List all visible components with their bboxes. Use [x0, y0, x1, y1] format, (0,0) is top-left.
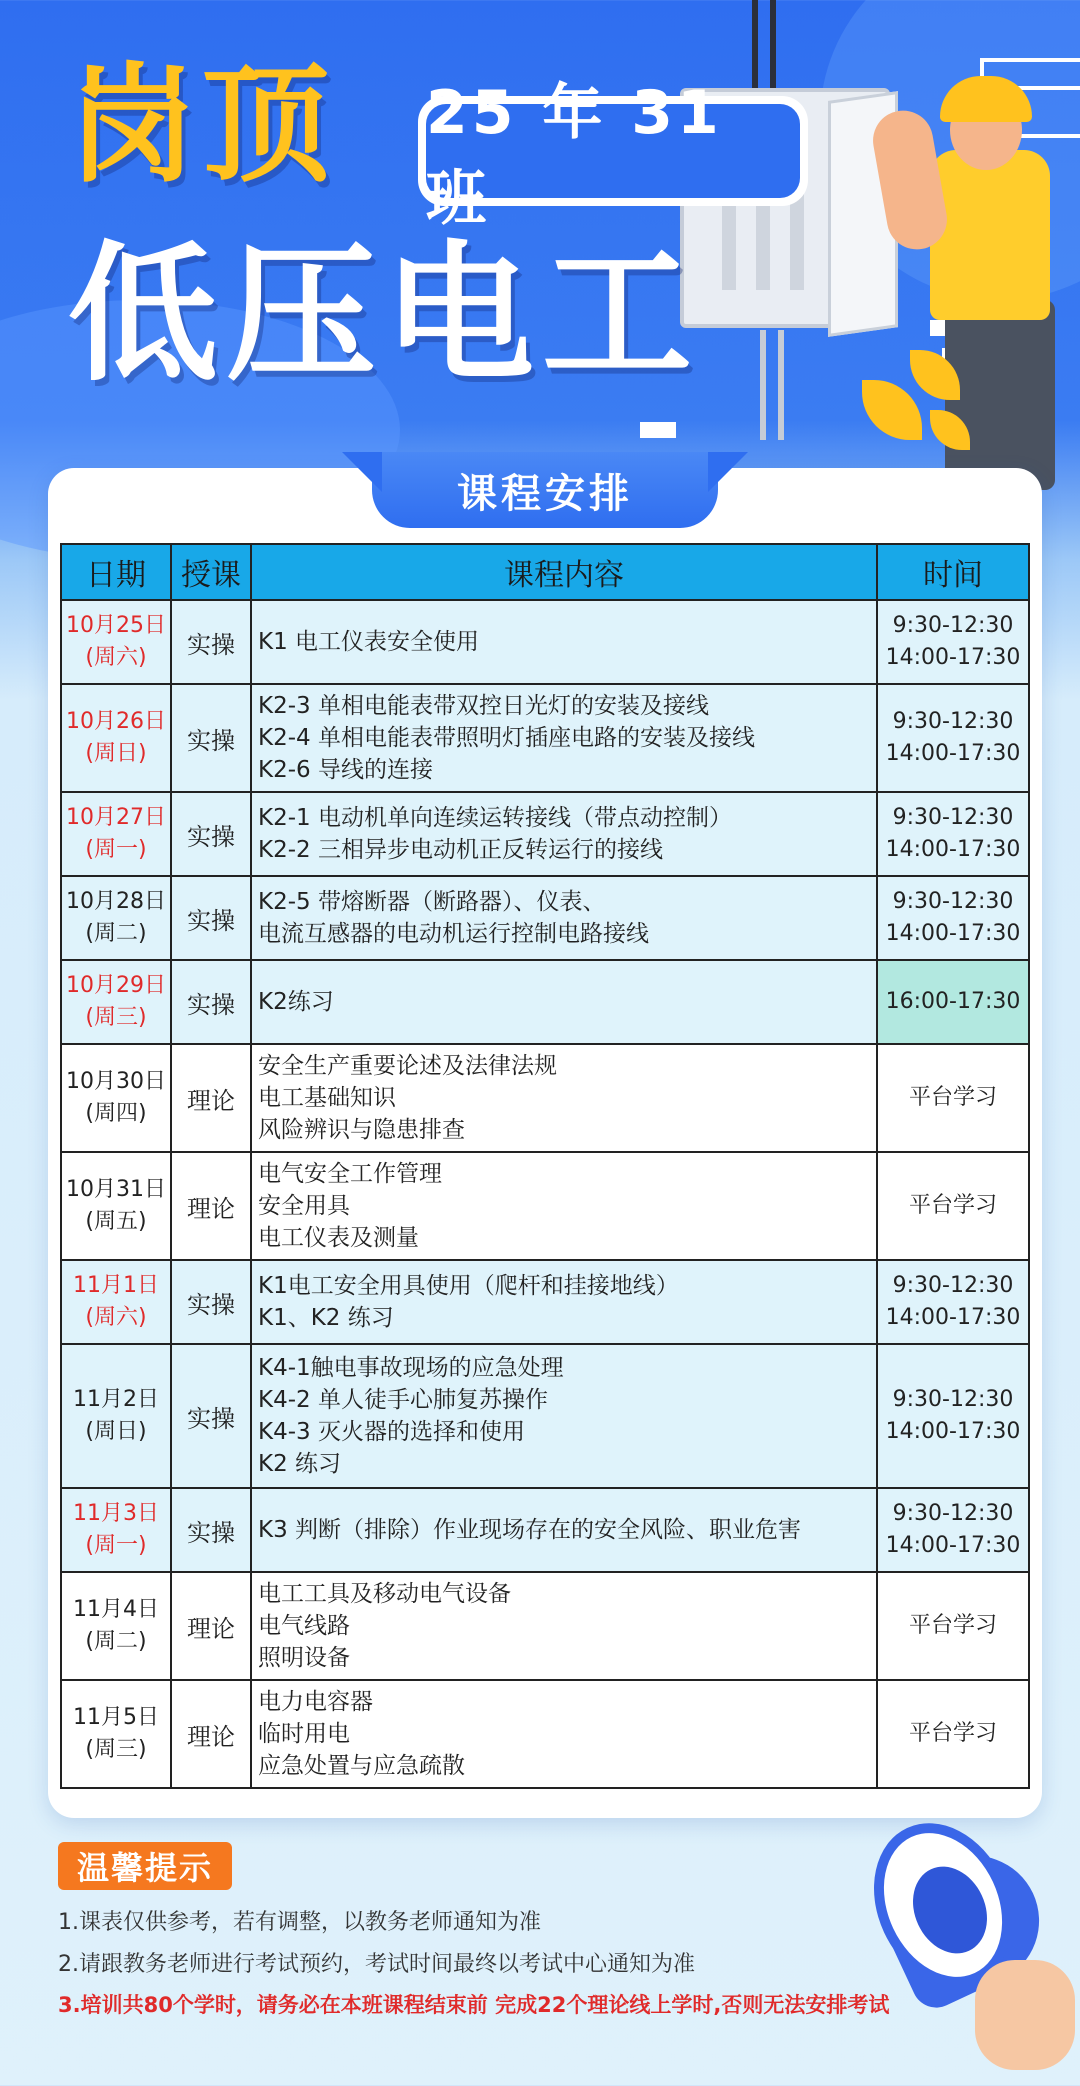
header-type: 授课	[171, 544, 251, 600]
table-row	[61, 792, 1029, 876]
time-cell: 平台学习	[877, 1572, 1029, 1680]
date-cell: 10月28日 (周二)	[61, 876, 171, 960]
schedule-table	[60, 543, 1030, 1789]
table-row	[61, 1572, 1029, 1680]
content-cell: K2-3 单相电能表带双控日光灯的安装及接线 K2-4 单相电能表带照明灯插座电路的安装及接线 K2-6 导线的连接	[251, 684, 877, 792]
type-cell: 实操	[171, 684, 251, 792]
tips-title: 温馨提示	[58, 1842, 232, 1890]
table-row	[61, 960, 1029, 1044]
date-cell: 10月25日 (周六)	[61, 600, 171, 684]
table-row	[61, 1260, 1029, 1344]
content-cell: K2-5 带熔断器（断路器）、仪表、 电流互感器的电动机运行控制电路接线	[251, 876, 877, 960]
content-cell: 电气安全工作管理 安全用具 电工仪表及测量	[251, 1152, 877, 1260]
date-cell: 10月30日 (周四)	[61, 1044, 171, 1152]
type-cell: 理论	[171, 1152, 251, 1260]
electrician-worker-illustration	[930, 150, 1050, 320]
class-badge-label: 25 年 31 班	[426, 104, 800, 198]
tip-item-3: 3.培训共80个学时，请务必在本班课程结束前 完成22个理论线上学时,否则无法安排考试	[58, 1993, 890, 2017]
worker-legs	[945, 300, 1055, 490]
table-row	[61, 1680, 1029, 1788]
table-row	[61, 1152, 1029, 1260]
content-cell: K3 判断（排除）作业现场存在的安全风险、职业危害	[251, 1488, 877, 1572]
tip-item-2: 2.请跟教务老师进行考试预约，考试时间最终以考试中心通知为准	[58, 1952, 695, 1977]
content-cell: 安全生产重要论述及法律法规 电工基础知识 风险辨识与隐患排查	[251, 1044, 877, 1152]
type-cell: 实操	[171, 960, 251, 1044]
time-cell: 16:00-17:30	[877, 960, 1029, 1044]
tip-item-1: 1.课表仅供参考，若有调整，以教务老师通知为准	[58, 1910, 541, 1935]
date-cell: 10月31日 (周五)	[61, 1152, 171, 1260]
brick-decoration	[640, 422, 676, 438]
content-cell: 电工工具及移动电气设备 电气线路 照明设备	[251, 1572, 877, 1680]
type-cell: 理论	[171, 1572, 251, 1680]
date-cell: 10月29日 (周三)	[61, 960, 171, 1044]
date-cell: 11月2日 (周日)	[61, 1344, 171, 1488]
hero-title-location: 岗顶	[68, 51, 337, 200]
type-cell: 实操	[171, 792, 251, 876]
cable-decoration	[778, 330, 784, 440]
header-time: 时间	[877, 544, 1029, 600]
time-cell: 9:30-12:30 14:00-17:30	[877, 684, 1029, 792]
date-cell: 11月3日 (周一)	[61, 1488, 171, 1572]
hero-title-course: 低压电工	[68, 228, 701, 402]
content-cell: K1 电工仪表安全使用	[251, 600, 877, 684]
hand-illustration	[975, 1960, 1075, 2070]
type-cell: 实操	[171, 1260, 251, 1344]
time-cell: 9:30-12:30 14:00-17:30	[877, 1488, 1029, 1572]
time-cell: 9:30-12:30 14:00-17:30	[877, 1260, 1029, 1344]
date-cell: 11月5日 (周三)	[61, 1680, 171, 1788]
time-cell: 平台学习	[877, 1680, 1029, 1788]
time-cell: 9:30-12:30 14:00-17:30	[877, 792, 1029, 876]
section-title: 课程安排	[372, 452, 718, 528]
time-cell: 平台学习	[877, 1152, 1029, 1260]
table-row	[61, 684, 1029, 792]
class-badge	[418, 78, 808, 234]
date-cell: 10月26日 (周日)	[61, 684, 171, 792]
cable-decoration	[760, 330, 766, 440]
content-cell: K2-1 电动机单向连续运转接线（带点动控制） K2-2 三相异步电动机正反转运行的接线	[251, 792, 877, 876]
table-row	[61, 1344, 1029, 1488]
time-cell: 平台学习	[877, 1044, 1029, 1152]
time-cell: 9:30-12:30 14:00-17:30	[877, 876, 1029, 960]
type-cell: 理论	[171, 1680, 251, 1788]
time-cell: 9:30-12:30 14:00-17:30	[877, 600, 1029, 684]
content-cell: K4-1触电事故现场的应急处理 K4-2 单人徒手心肺复苏操作 K4-3 灭火器的选择和使用 K2 练习	[251, 1344, 877, 1488]
type-cell: 实操	[171, 876, 251, 960]
date-cell: 11月4日 (周二)	[61, 1572, 171, 1680]
table-row	[61, 876, 1029, 960]
table-row	[61, 600, 1029, 684]
table-header-row	[61, 544, 1029, 600]
type-cell: 理论	[171, 1044, 251, 1152]
type-cell: 实操	[171, 1488, 251, 1572]
time-cell: 9:30-12:30 14:00-17:30	[877, 1344, 1029, 1488]
content-cell: K2练习	[251, 960, 877, 1044]
content-cell: K1电工安全用具使用（爬杆和挂接地线） K1、K2 练习	[251, 1260, 877, 1344]
header-date: 日期	[61, 544, 171, 600]
leaf-decoration	[862, 380, 922, 440]
date-cell: 10月27日 (周一)	[61, 792, 171, 876]
table-row	[61, 1044, 1029, 1152]
type-cell: 实操	[171, 600, 251, 684]
header-content: 课程内容	[251, 544, 877, 600]
type-cell: 实操	[171, 1344, 251, 1488]
content-cell: 电力电容器 临时用电 应急处置与应急疏散	[251, 1680, 877, 1788]
date-cell: 11月1日 (周六)	[61, 1260, 171, 1344]
table-row	[61, 1488, 1029, 1572]
